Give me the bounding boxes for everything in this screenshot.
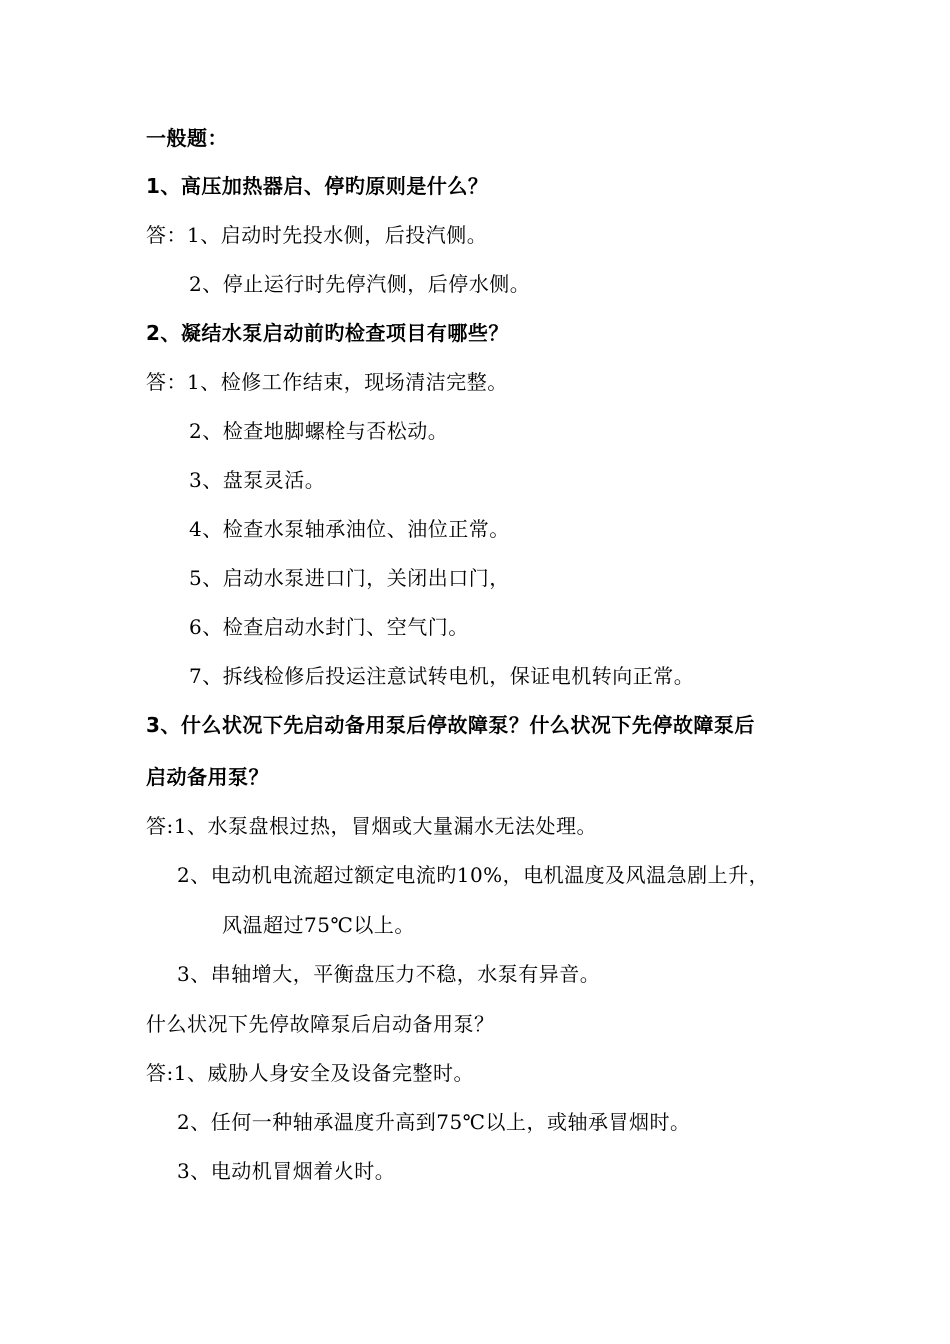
question-1: 1、高压加热器启、停旳原则是什么？ [146, 174, 489, 198]
answer-line: 6、检查启动水封门、空气门。 [189, 615, 469, 639]
answer-line: 答:1、水泵盘根过热，冒烟或大量漏水无法处理。 [146, 814, 597, 838]
answer-line: 5、启动水泵进口门，关闭出口门， [189, 566, 510, 590]
answer-line: 4、检查水泵轴承油位、油位正常。 [189, 517, 510, 541]
section-title: 一般题： [146, 126, 228, 150]
answer-line: 答:1、威胁人身安全及设备完整时。 [146, 1061, 474, 1085]
answer-line: 2、检查地脚螺栓与否松动。 [189, 419, 449, 443]
answer-line: 3、电动机冒烟着火时。 [177, 1159, 396, 1183]
answer-line: 2、电动机电流超过额定电流旳10%，电机温度及风温急剧上升， [177, 863, 770, 887]
answer-line: 2、任何一种轴承温度升高到75℃以上，或轴承冒烟时。 [177, 1110, 691, 1134]
question-3: 3、什么状况下先启动备用泵后停故障泵？什么状况下先停故障泵后 [146, 713, 755, 737]
answer-line: 2、停止运行时先停汽侧，后停水侧。 [189, 272, 531, 296]
answer-line: 3、串轴增大，平衡盘压力不稳，水泵有异音。 [177, 962, 601, 986]
question-2: 2、凝结水泵启动前旳检查项目有哪些？ [146, 321, 509, 345]
question-3-cont: 启动备用泵？ [146, 765, 269, 789]
sub-question: 什么状况下先停故障泵后启动备用泵？ [146, 1012, 495, 1036]
answer-line: 答：1、检修工作结束，现场清洁完整。 [146, 370, 508, 394]
answer-line: 3、盘泵灵活。 [189, 468, 326, 492]
answer-line: 7、拆线检修后投运注意试转电机，保证电机转向正常。 [189, 664, 695, 688]
answer-line: 答：1、启动时先投水侧，后投汽侧。 [146, 223, 488, 247]
answer-line: 风温超过75℃以上。 [222, 913, 415, 937]
